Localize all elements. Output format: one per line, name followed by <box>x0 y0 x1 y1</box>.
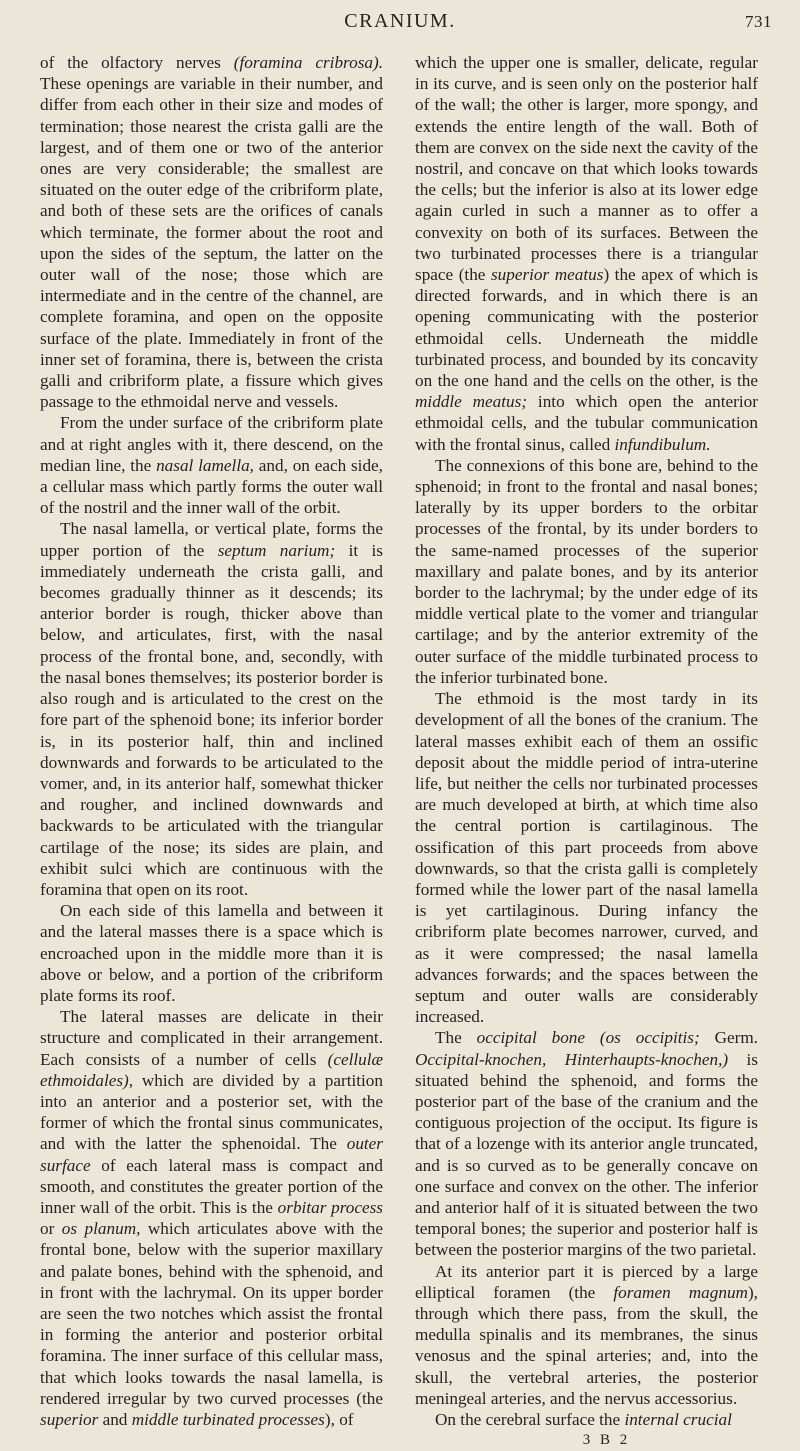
text-run: it is immediately underneath the crista galli, and becomes gradually thinner as it descends; its anterior border is rough, thicker above than below, and articulates, first, with the nasal process of the frontal bone, and, secondly, with the nasal bones themselves; its posterior border is also rough and is articulated to the crest on the fore part of the sphenoid bone; its inferior border is, in its posterior half, thin and inclined downwards and forwards to be articulated to the vomer, and, in its anterior half, somewhat thicker and rougher, and inclined downwards and backwards to be articulated with the triangular cartilage of the nose; its sides are plain, and exhibit sulci which are continuous with the foramina that open on its root. <box>40 540 384 899</box>
italic-term: occipital bone (os occipitis; <box>476 1028 700 1048</box>
paragraph <box>40 1006 383 1430</box>
text-run: and, on each side, a cellular mass which partly forms the outer wall of the nostril and the inner wall of the orbit. <box>40 455 383 518</box>
text-run: which articulates above with the frontal bone, below with the superior maxillary and palate bones, behind with the sphenoid, and in front with the lachrymal. On its upper border are seen the two notches which assist the frontal in forming the anterior and posterior orbital foramina. The inner surface of this cellular mass, that which looks towards the nasal lamella, is rendered irregular by two curved processes (the <box>40 1219 383 1408</box>
paragraph <box>415 52 758 455</box>
text-run: of the olfactory nerves <box>40 53 234 72</box>
text-run: The ethmoid is the most tardy in its development of all the bones of the cranium. The lateral masses exhibit each of them an ossific deposit about the middle period of intra-uterine life, but neither the cells nor turbinated processes are much developed at birth, at which time also the central portion is cartilaginous. The ossification of this part proceeds from above downwards, so that the crista galli is completely formed while the lower part of the nasal lamella is yet cartilaginous. During infancy the cribriform plate becomes narrower, curved, and as it were compressed; the nasal lamella advances forwards; and the spaces between the septum and outer walls are considerably increased. <box>415 689 758 1027</box>
italic-term: superior <box>40 1410 99 1429</box>
text-run: ), of <box>324 1410 354 1429</box>
italic-term: infundibulum. <box>614 434 711 454</box>
text-run: At its anterior part it is pierced by a large elliptical foramen (the <box>415 1261 758 1302</box>
page-number: 731 <box>745 12 772 31</box>
page-header <box>0 10 800 40</box>
paragraph <box>40 412 383 518</box>
italic-term: orbitar process <box>277 1197 384 1217</box>
text-run: which the upper one is smaller, delicate, regular in its curve, and is seen only on the posterior half of the wall; the other is larger, more spongy, and extends the entire length of the wall. Both of them are convex on the side next the cavity of the nostril, and concave on that which looks towards the cells; but the inferior is also at its lower edge again curled in such a manner as to offer a convexity on both of its surfaces. Between the two turbinated processes there is a triangular space (the <box>415 53 758 285</box>
paragraph <box>415 688 758 1027</box>
italic-term: (foramina cribrosa). <box>233 53 383 72</box>
text-run: The nasal lamella, or vertical plate, forms the upper portion of the <box>40 519 383 560</box>
text-run: These openings are variable in their number, and differ from each other in their size and modes of termination; those nearest the crista galli are the largest, and of them one or two of the anterior ones are very considerable; the smallest are situated on the outer edge of the cribriform plate, and both of these sets are the orifices of canals which terminate, the former about the root and upon the sides of the septum, the latter on the outer wall of the nose; those which are intermediate and in the centre of the channel, are complete foramina, and open on the opposite surface of the plate. Immediately in front of the inner set of foramina, there is, between the crista galli and cribriform plate, a fissure which gives passage to the ethmoidal nerve and vessels. <box>40 74 383 412</box>
paragraph <box>40 518 383 900</box>
italic-term: (cellulæ ethmoidales), <box>40 1049 383 1090</box>
text-run: into which open the anterior ethmoidal cells, and the tubular communication with the frontal sinus, called <box>415 392 758 454</box>
italic-term: nasal lamella, <box>156 455 254 475</box>
text-run: Germ. <box>699 1028 758 1048</box>
paragraph <box>415 1027 758 1260</box>
italic-term: Occipital-knochen, Hinterhaupts-knochen,) <box>415 1049 729 1069</box>
right-column <box>415 52 758 1451</box>
signature-mark: 3 B 2 <box>582 1432 631 1449</box>
italic-term: outer surface <box>40 1134 383 1175</box>
text-run: On the cerebral surface the <box>435 1410 625 1429</box>
italic-term: middle turbinated processes <box>131 1410 325 1429</box>
running-title: CRANIUM. <box>344 10 456 32</box>
text-run: The connexions of this bone are, behind to the sphenoid; in front to the frontal and nasal bones; laterally by its upper borders to the orbitar processes of the frontal, by its under borders to the same-named processes of the superior maxillary and palate bones, and by its anterior border to the lachrymal; by the under edge of its middle vertical plate to the vomer and triangular cartilage; and by the anterior extremity of the outer surface of the middle turbinated process to the inferior turbinated bone. <box>415 455 758 687</box>
paragraph <box>40 52 383 412</box>
text-run: The lateral masses are delicate in their structure and complicated in their arrangement. Each consists of a number of cells <box>40 1007 383 1069</box>
text-run: The <box>435 1028 477 1048</box>
text-run: of each lateral mass is compact and smooth, and constitutes the greater portion of the inner wall of the orbit. This is the <box>40 1155 383 1217</box>
italic-term: os planum, <box>61 1219 141 1239</box>
italic-term: middle meatus; <box>415 392 528 412</box>
text-run: which are divided by a partition into an anterior and a posterior set, with the former of which the frontal sinus communicates, and with the latter the sphenoidal. The <box>40 1070 383 1154</box>
text-run: or <box>40 1219 62 1239</box>
paragraph <box>415 455 758 688</box>
italic-term: foramen magnum <box>613 1282 748 1302</box>
text-run: is situated behind the sphenoid, and forms the posterior part of the base of the cranium and the contiguous projection of the occiput. Its figure is that of a lozenge with its anterior angle truncated, and is so curved as to be generally concave on one surface and convex on the other. The inferior and anterior half of it is situated between the two temporal bones; the superior and posterior half is between the posterior margins of the two parietal. <box>415 1049 758 1260</box>
text-run: ), through which there pass, from the skull, the medulla spinalis and its membranes, the sinus venosus and the spinal arteries; and, into the skull, the vertebral arteries, the posterior meningeal arteries, and the nervus accessorius. <box>415 1282 758 1408</box>
text-run: ) the apex of which is directed forwards, and in which there is an opening communicating with the posterior ethmoidal cells. Underneath the middle turbinated process, and bounded by its concavity on the one hand and the cells on the other, is the <box>415 265 759 391</box>
text-run: On each side of this lamella and between it and the lateral masses there is a space which is encroached upon in the middle more than it is above or below, and a portion of the cribriform plate forms its roof. <box>40 901 383 1005</box>
paragraph <box>415 1409 758 1430</box>
paragraph <box>415 1261 758 1409</box>
paragraph <box>40 900 383 1006</box>
italic-term: septum narium; <box>217 540 336 560</box>
text-run: From the under surface of the cribriform plate and at right angles with it, there descend, on the median line, the <box>40 413 383 475</box>
italic-term: superior meatus <box>490 265 604 285</box>
left-column <box>40 52 383 1430</box>
italic-term: internal crucial <box>624 1410 732 1429</box>
text-run: and <box>98 1410 132 1429</box>
